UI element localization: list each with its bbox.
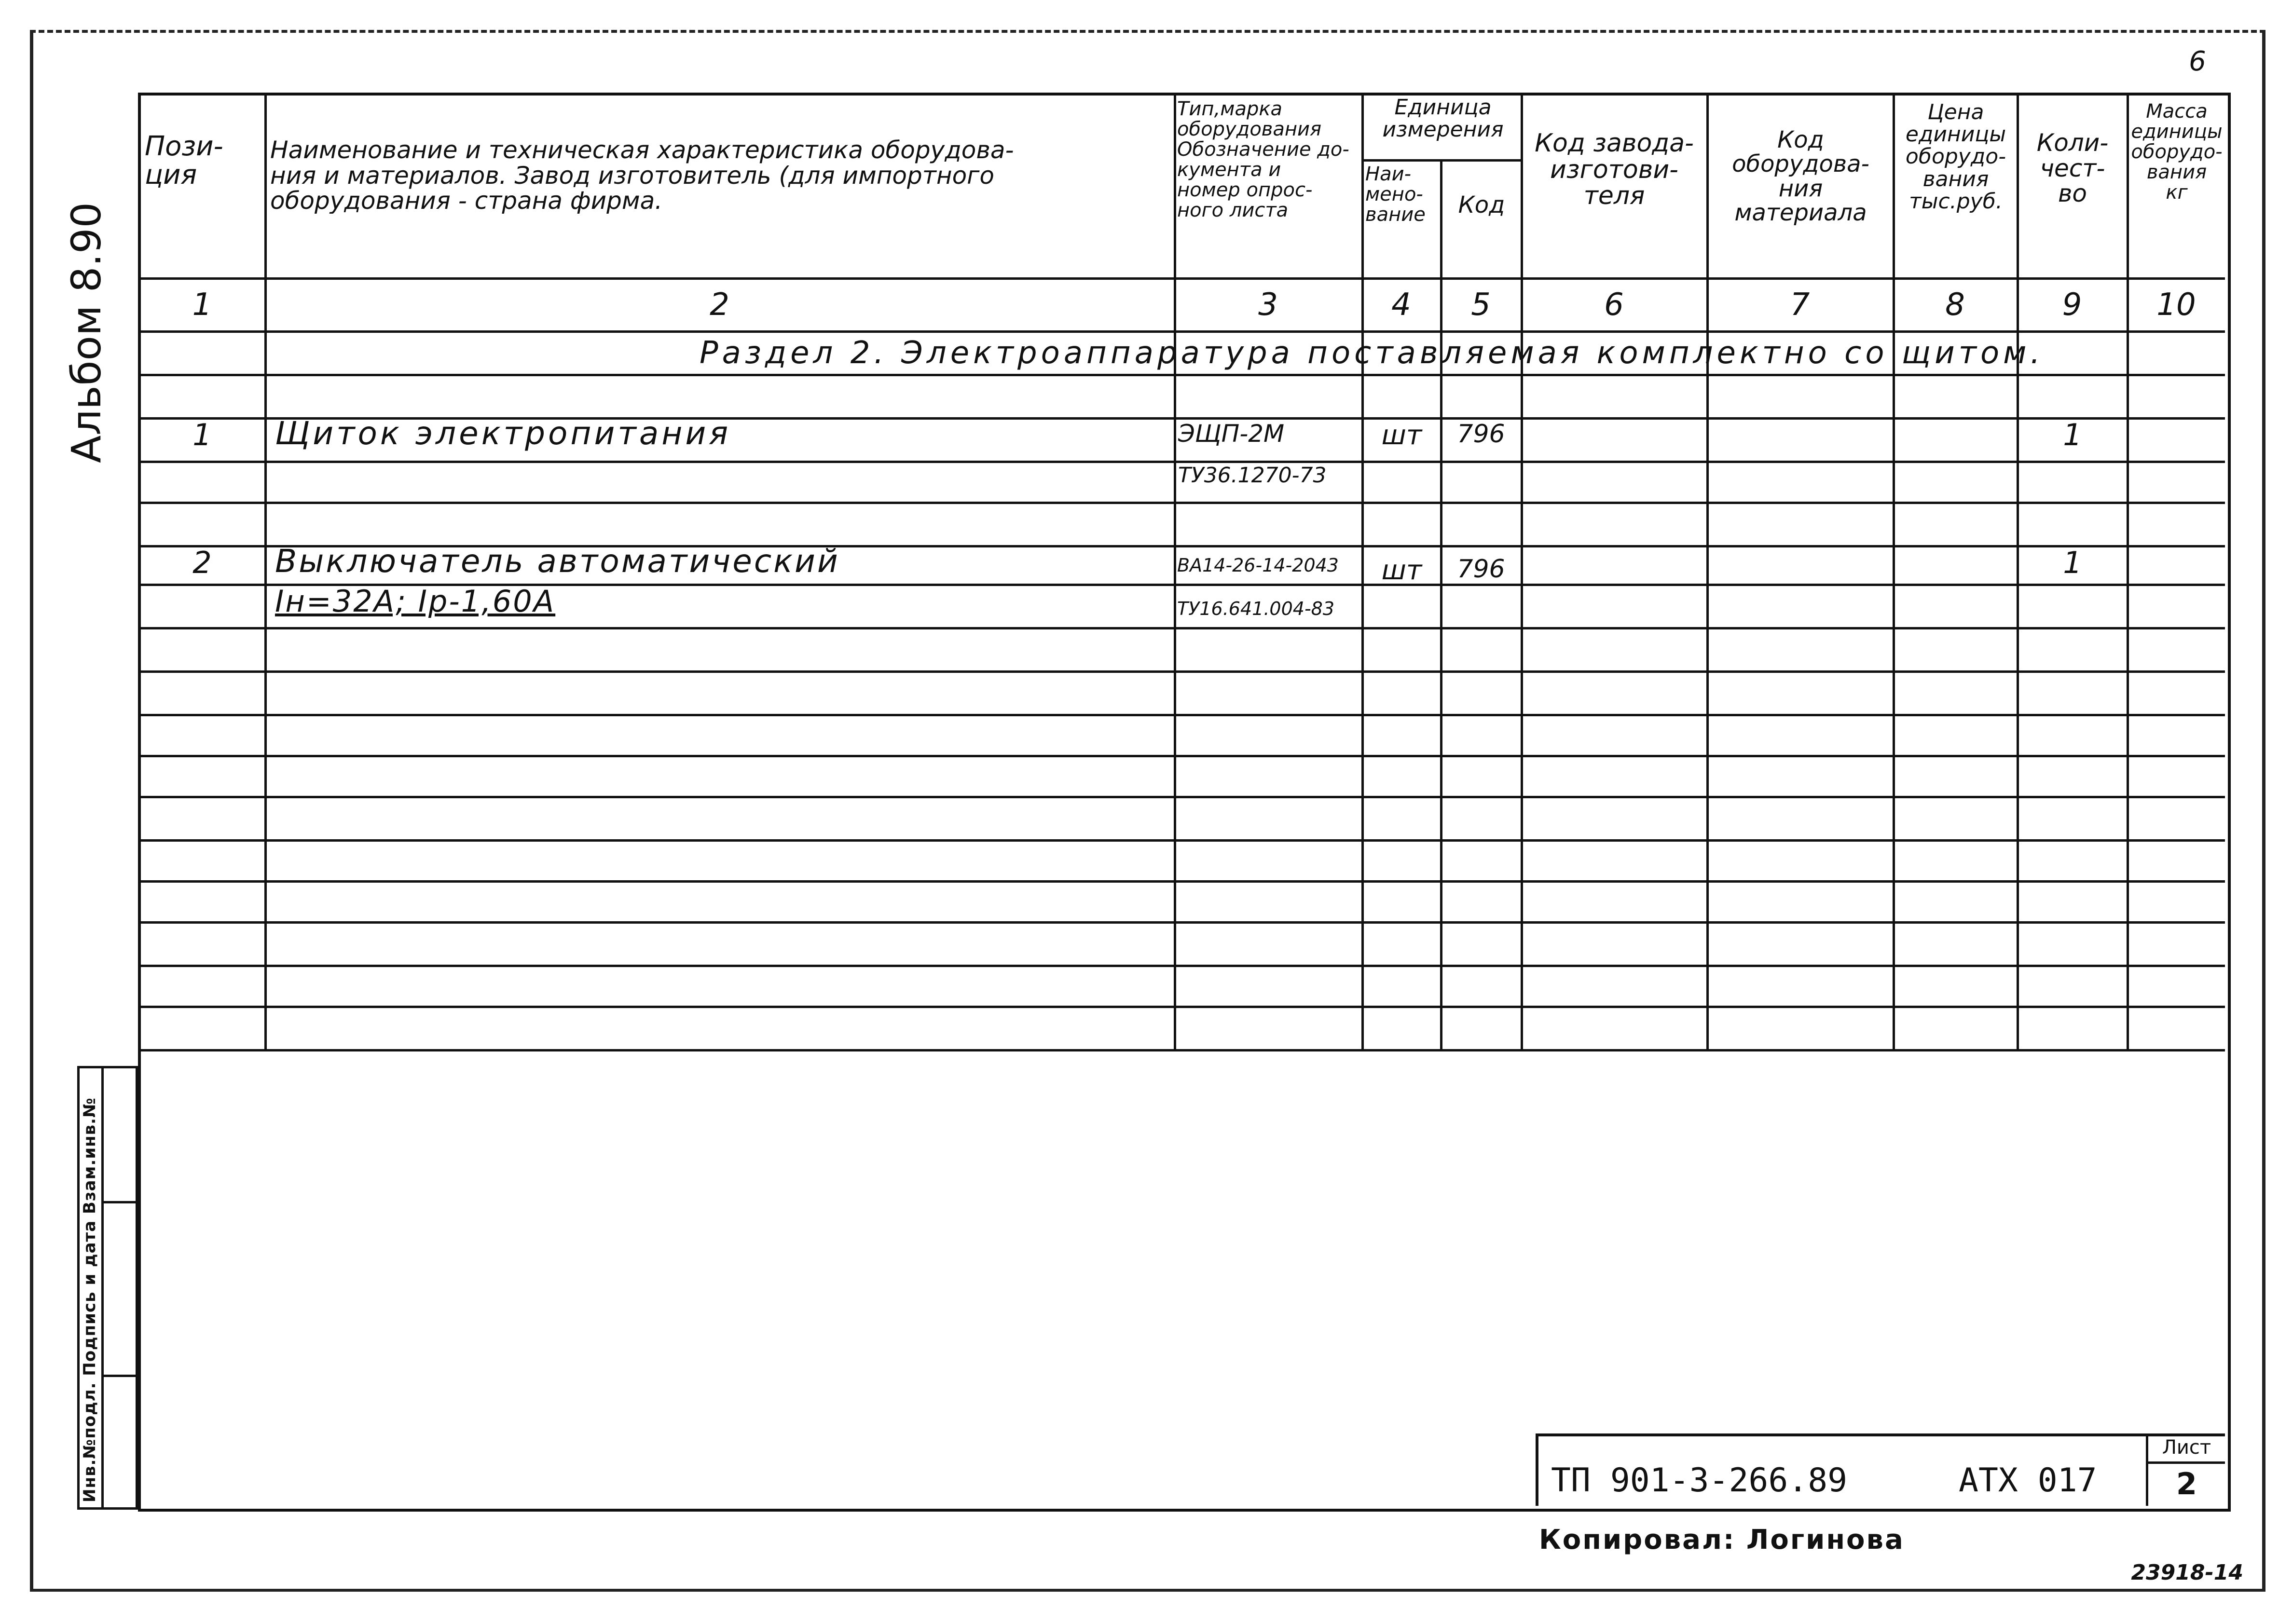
header-unit-name: Наи- мено- вание [1365,164,1426,225]
side-stamp-line [101,1375,138,1377]
col-number: 2 [710,287,729,323]
table-row-line [138,921,2225,924]
col-divider [1361,93,1364,1049]
sheet-number: 2 [2176,1466,2197,1501]
header-unit-group: Единица измерения [1382,96,1504,141]
table-row-line [138,880,2225,883]
side-stamp-line [101,1201,138,1203]
item-name-spec: Iн=32А; Iр-1,60А [275,584,556,619]
header-price: Цена единицы оборудо- вания тыс.руб. [1905,101,2006,213]
sheet-label: Лист [2162,1436,2211,1459]
side-stamp-divider [101,1066,104,1510]
table-row-line [138,965,2225,967]
col-divider [1893,93,1895,1049]
col-number: 10 [2156,287,2196,323]
table-top-line [138,93,2225,95]
item-unit-code: 796 [1457,555,1505,584]
side-stamp-text [80,1097,99,1502]
col-divider [1174,93,1176,1049]
item-position: 1 [192,417,212,452]
corner-mark [2176,46,2219,89]
header-equipment-code: Код оборудова- ния материала [1732,128,1869,225]
item-type-spec: ТУ36.1270-73 [1178,463,1327,488]
sheet-code: АТХ 017 [1959,1461,2097,1500]
col-number: 1 [192,287,212,323]
table-row-line [138,670,2225,673]
album-label [63,202,110,463]
header-bottom-line [138,277,2225,280]
title-block-sheet-line [2146,1461,2225,1464]
item-unit-code: 796 [1457,420,1505,449]
item-type: ЭЩП-2М [1178,420,1285,448]
col-divider [1706,93,1709,1049]
document-code: ТП 901-3-266.89 [1551,1461,1848,1500]
header-unit-code: Код [1458,193,1505,218]
col-divider [1521,93,1523,1049]
col-divider [2017,93,2019,1049]
item-type: ВА14-26-14-2043 [1177,555,1339,576]
header-name: Наименование и техническая характеристика оборудова- ния и материалов. Завод изготовитель (для импортного оборудования - страна фирма. [270,137,1014,214]
table-row-line [138,502,2225,504]
header-position: Пози- ция [145,133,223,190]
col-number: 6 [1604,287,1624,323]
table-row-line [138,755,2225,757]
header-quantity: Коли- чест- во [2036,130,2109,206]
item-unit: шт [1381,555,1422,586]
table-row-line [138,1006,2225,1008]
footer-number: 23918-14 [2131,1560,2243,1585]
col-number: 4 [1391,287,1411,323]
table-row-line [138,714,2225,716]
item-type-spec: ТУ16.641.004-83 [1177,598,1335,619]
item-name: Щиток электропитания [275,415,731,452]
table-row-line [138,1049,2225,1051]
title-block-divider [2146,1433,2148,1506]
col-divider [2127,93,2129,1049]
col-number: 3 [1258,287,1278,323]
item-name: Выключатель автоматический [275,543,840,580]
item-quantity: 1 [2063,417,2082,452]
copied-by: Копировал: Логинова [1539,1524,1905,1556]
table-row-line [138,839,2225,842]
col-number: 8 [1945,287,1965,323]
col-number: 9 [2062,287,2082,323]
section-title: Раздел 2. Электроаппаратура поставляемая комплектно со щитом. [700,335,2044,371]
colnum-bottom-line [138,330,2225,333]
table-row-line [138,627,2225,629]
corner-mark-text: 6 [2189,46,2206,77]
table-row-line [138,796,2225,798]
side-stamp-label: Инв.№подл. Подпись и дата Взам.инв.№ [80,1097,99,1502]
table-row-line [138,374,2225,376]
header-mass: Масса единицы оборудо- вания кг [2131,101,2223,203]
header-type: Тип,марка оборудования Обозначение до- кумента и номер опрос- ного листа [1177,99,1349,220]
col-number: 5 [1471,287,1491,323]
item-quantity: 1 [2063,545,2082,580]
item-unit: шт [1381,420,1422,451]
item-position: 2 [192,545,212,580]
col-divider [264,93,267,1049]
header-plant-code: Код завода- изготови- теля [1535,130,1694,209]
album-label-text: Альбом 8.90 [63,202,110,463]
col-number: 7 [1790,287,1810,323]
